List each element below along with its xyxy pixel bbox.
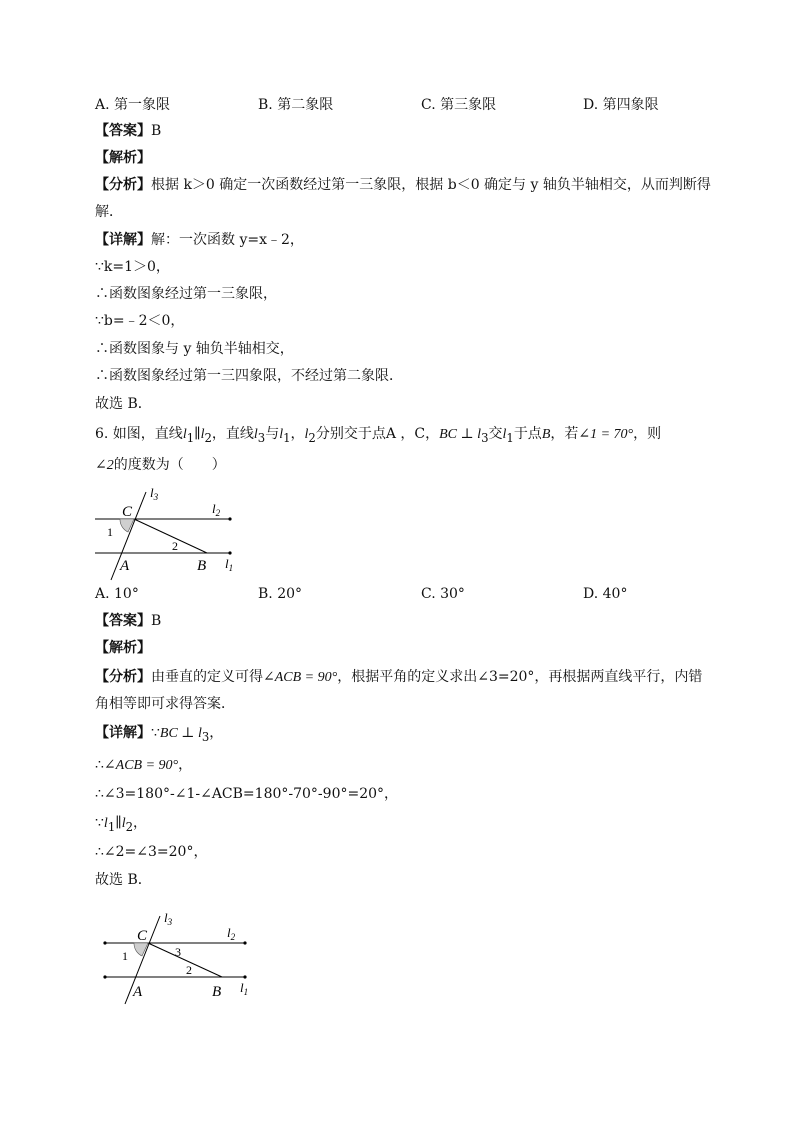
- math-l: l: [253, 427, 258, 442]
- answer-tag: 【答案】: [95, 613, 151, 629]
- q6-step-2: [95, 755, 192, 776]
- because-symbol: ∵: [151, 725, 160, 741]
- because-symbol: ∵: [95, 815, 104, 831]
- q6-conclusion: 故选 B．: [95, 872, 152, 888]
- q5-step-3: ∵b=﹣2＜0，: [95, 313, 185, 329]
- q5-option-a: A. 第一象限: [95, 97, 171, 113]
- stem-text: 的度数为（ ）: [113, 457, 226, 473]
- stem-text: ，: [290, 426, 305, 442]
- stem-text: 与: [265, 426, 280, 442]
- stem-text: ，若: [550, 426, 579, 442]
- detail-tag: 【详解】: [95, 725, 151, 741]
- stem-text: ，则: [633, 426, 662, 442]
- q6-option-b: B. 20°: [258, 586, 303, 602]
- q6-fenxi-line1: [95, 667, 702, 688]
- comma: ，: [178, 757, 193, 773]
- line-l2-endpoint: [243, 941, 246, 944]
- label-l2: $l_2$: [227, 925, 236, 942]
- angle-3-label: 3: [175, 945, 181, 959]
- analysis-tag: 【解析】: [95, 640, 151, 656]
- detail-text: 解：一次函数 y=x﹣2，: [151, 232, 304, 248]
- math-l: l: [200, 427, 205, 442]
- subscript: 1: [506, 430, 514, 445]
- math-bc-perp: BC ⊥ l: [439, 427, 482, 442]
- q5-step-2: ∴函数图象经过第一三象限，: [95, 286, 277, 302]
- angle-1-marker: [120, 519, 134, 532]
- q5-detail-line1: [95, 230, 304, 250]
- stem-text: 交: [488, 426, 503, 442]
- subscript: 1: [283, 430, 291, 445]
- segment-cb: [148, 943, 222, 977]
- math-l: l: [279, 427, 284, 442]
- figure-2: [100, 906, 270, 1016]
- fenxi-text: 由垂直的定义可得: [151, 669, 263, 685]
- q5-fenxi-line1: [95, 175, 711, 195]
- fenxi-tag: 【分析】: [95, 669, 151, 685]
- line-l1-start: [103, 975, 106, 978]
- subscript: 3: [201, 729, 210, 744]
- q6-option-a: A. 10°: [95, 586, 139, 602]
- q6-stem-line1: [95, 424, 661, 448]
- math-l: l: [103, 816, 108, 831]
- q6-step-4: [95, 813, 147, 837]
- math-l: l: [304, 427, 309, 442]
- q6-step-5: ∴∠2=∠3=20°，: [95, 844, 208, 860]
- q6-analysis-tag: [95, 638, 151, 658]
- q6-answer-line: [95, 611, 161, 631]
- q5-step-1: ∵k=1＞0，: [95, 259, 170, 275]
- q5-option-b: B. 第二象限: [258, 97, 334, 113]
- math-bc-perp: BC ⊥ l: [159, 726, 202, 741]
- subscript: 2: [125, 819, 134, 834]
- answer-value: B: [151, 613, 162, 629]
- label-c: C: [137, 928, 148, 944]
- parallel-symbol: ∥: [194, 427, 201, 442]
- q5-fenxi-line2: 解．: [95, 204, 123, 220]
- q5-option-d: D. 第四象限: [583, 97, 659, 113]
- fenxi-tag: 【分析】: [95, 177, 151, 193]
- stem-text: 于点: [513, 426, 542, 442]
- math-acb: ∠ACB = 90°: [103, 758, 179, 773]
- q6-step-3: ∴∠3=180°-∠1-∠ACB=180°-70°-90°=20°，: [95, 786, 399, 802]
- math-l: l: [121, 816, 126, 831]
- fenxi-text: ，根据平角的定义求出∠3=20°，再根据两直线平行，内错: [337, 669, 703, 685]
- label-c: C: [122, 504, 133, 520]
- answer-tag: 【答案】: [95, 123, 151, 139]
- parallel-symbol: ∥: [115, 816, 122, 831]
- line-l1-endpoint: [243, 975, 246, 978]
- label-b: B: [197, 558, 207, 574]
- q5-conclusion: 故选 B．: [95, 396, 152, 412]
- math-b: B: [541, 427, 551, 442]
- subscript: 3: [481, 430, 489, 445]
- label-b: B: [212, 984, 222, 1000]
- figure-1: [90, 482, 250, 582]
- angle-2-label: 2: [172, 539, 178, 553]
- line-l2-endpoint: [228, 517, 231, 520]
- subscript: 1: [186, 430, 195, 445]
- line-l2-start: [103, 941, 106, 944]
- angle-2-label: 2: [186, 963, 192, 977]
- fenxi-text: 根据 k＞0 确定一次函数经过第一三象限，根据 b＜0 确定与 y 轴负半轴相交，从而判断得: [151, 177, 711, 193]
- subscript: 2: [308, 430, 316, 445]
- label-l3: $l_3$: [150, 485, 159, 502]
- q6-fenxi-line2: 角相等即可求得答案．: [95, 696, 235, 712]
- answer-value: B: [151, 123, 162, 139]
- q6-option-d: D. 40°: [583, 586, 628, 602]
- subscript: 1: [107, 819, 116, 834]
- line-l1-endpoint: [228, 551, 231, 554]
- subscript: 3: [257, 430, 266, 445]
- label-a: A: [133, 984, 143, 1000]
- detail-tag: 【详解】: [95, 232, 151, 248]
- segment-cb: [134, 519, 207, 553]
- stem-text: 6. 如图，直线: [95, 426, 183, 442]
- q5-step-4: ∴函数图象与 y 轴负半轴相交，: [95, 341, 294, 357]
- angle-1-label: 1: [122, 949, 128, 963]
- math-angle1: ∠1 = 70°: [578, 427, 634, 442]
- analysis-tag: 【解析】: [95, 150, 151, 166]
- label-l1: $l_1$: [225, 556, 234, 573]
- q6-stem-line2: [95, 455, 226, 476]
- q6-option-c: C. 30°: [421, 586, 465, 602]
- q5-analysis-tag: [95, 148, 151, 168]
- angle-1-label: 1: [107, 525, 113, 539]
- q6-detail-line1: [95, 723, 223, 747]
- math-angle2: ∠2: [95, 458, 114, 473]
- q5-answer-line: [95, 121, 161, 141]
- subscript: 2: [204, 430, 212, 445]
- q5-option-c: C. 第三象限: [421, 97, 497, 113]
- math-l: l: [502, 427, 507, 442]
- stem-text: 分别交于点A ，C，: [315, 426, 440, 442]
- math-l: l: [182, 427, 187, 442]
- comma: ，: [133, 815, 148, 831]
- label-l3: $l_3$: [164, 910, 173, 927]
- angle-1-marker: [134, 943, 148, 956]
- math-acb: ∠ACB = 90°: [263, 670, 338, 685]
- label-l1: $l_1$: [240, 980, 249, 997]
- label-a: A: [120, 558, 130, 574]
- label-l2: $l_2$: [212, 501, 221, 518]
- stem-text: ，直线: [211, 426, 254, 442]
- q5-step-5: ∴函数图象经过第一三四象限，不经过第二象限．: [95, 368, 403, 384]
- therefore-symbol: ∴: [95, 757, 104, 773]
- comma: ，: [209, 725, 224, 741]
